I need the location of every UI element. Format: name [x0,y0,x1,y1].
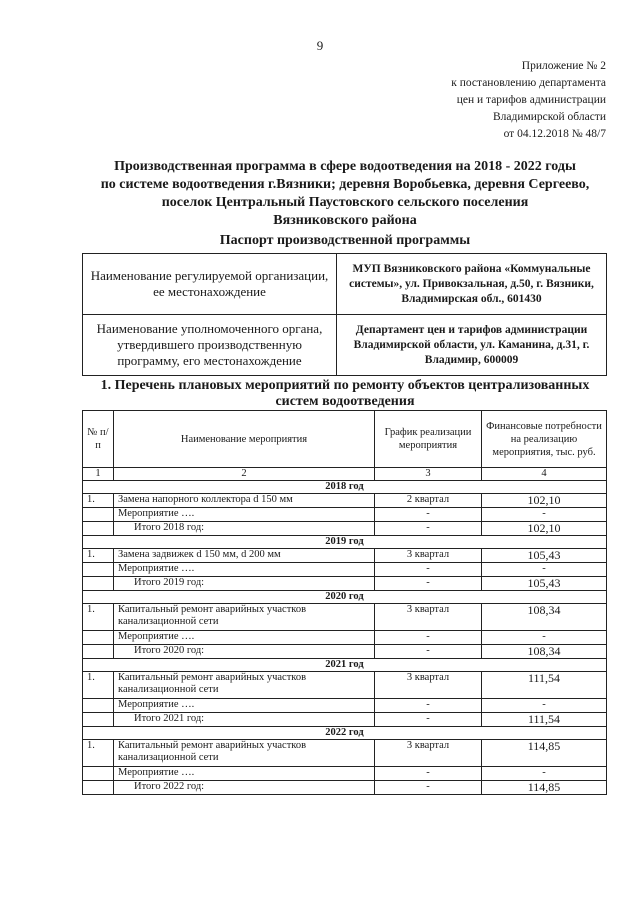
year-label: 2021 год [83,659,607,672]
measure-name: Капитальный ремонт аварийных участков канализационной сети [114,672,375,699]
total-label: Итого 2018 год: [114,522,375,536]
table-row [83,549,607,563]
year-row [83,727,607,740]
row-number: 1. [83,494,114,508]
total-label: Итого 2020 год: [114,645,375,659]
header-finance: Финансовые потребности на реализацию мероприятия, тыс. руб. [482,411,607,468]
appendix-line: Владимирской области [492,111,606,123]
row-number [83,563,114,577]
measure-name: Капитальный ремонт аварийных участков канализационной сети [114,604,375,631]
measure-name: Мероприятие …. [114,508,375,522]
appendix-line: к постановлению департамента [451,77,606,89]
total-amount: 114,85 [482,781,607,795]
measure-name: Мероприятие …. [114,699,375,713]
total-amount: 108,34 [482,645,607,659]
measure-name: Замена напорного коллектора d 150 мм [114,494,375,508]
measure-amount: 114,85 [482,740,607,767]
row-number [83,781,114,795]
table-row [83,604,607,631]
table-row [83,699,607,713]
year-row [83,591,607,604]
row-number [83,577,114,591]
measure-amount: 108,34 [482,604,607,631]
measure-schedule: 3 квартал [375,740,482,767]
table-row [83,767,607,781]
column-index-row [83,468,607,481]
passport-row [83,315,607,376]
row-number: 1. [83,740,114,767]
total-schedule: - [375,522,482,536]
table-header-row [83,411,607,468]
year-row [83,481,607,494]
title-line: поселок Центральный Паустовского сельского поселения [161,195,529,210]
measure-name: Мероприятие …. [114,563,375,577]
year-row [83,536,607,549]
title-line: по системе водоотведения г.Вязники; деревня Воробьевка, деревня Сергеево, [100,177,590,192]
page-number: 9 [316,38,324,53]
measure-schedule: 3 квартал [375,672,482,699]
row-number [83,522,114,536]
row-number [83,631,114,645]
total-row [83,522,607,536]
measure-schedule: - [375,631,482,645]
passport-value: МУП Вязниковского района «Коммунальные системы», ул. Привокзальная, д.50, г. Вязники, Владимирская обл., 601430 [337,254,607,315]
passport-row [83,254,607,315]
section-title-line: 1. Перечень плановых мероприятий по ремонту объектов централизованных [100,378,590,393]
measure-amount: 105,43 [482,549,607,563]
total-row [83,645,607,659]
works-table-body [83,411,607,795]
appendix-line: цен и тарифов администрации [456,94,606,106]
passport-label: Наименование регулируемой организации, ее местонахождение [83,254,337,315]
appendix-line: от 04.12.2018 № 48/7 [503,128,606,140]
year-label: 2018 год [83,481,607,494]
column-index: 4 [482,468,607,481]
row-number [83,767,114,781]
row-number: 1. [83,549,114,563]
measure-amount: 102,10 [482,494,607,508]
works-table [82,410,607,795]
row-number [83,508,114,522]
table-row [83,631,607,645]
total-row [83,781,607,795]
table-row [83,563,607,577]
measure-schedule: 3 квартал [375,549,482,563]
total-amount: 105,43 [482,577,607,591]
total-schedule: - [375,713,482,727]
total-label: Итого 2021 год: [114,713,375,727]
measure-schedule: - [375,508,482,522]
measure-name: Капитальный ремонт аварийных участков канализационной сети [114,740,375,767]
passport-value: Департамент цен и тарифов администрации Владимирской области, ул. Каманина, д.31, г. Владимир, 600009 [337,315,607,376]
title-line: Вязниковского района [273,213,417,228]
row-number [83,713,114,727]
header-num: № п/п [83,411,114,468]
total-row [83,713,607,727]
column-index: 1 [83,468,114,481]
measure-schedule: 2 квартал [375,494,482,508]
section-title [80,378,610,410]
column-index: 3 [375,468,482,481]
header-schedule: График реализации мероприятия [375,411,482,468]
row-number: 1. [83,672,114,699]
total-schedule: - [375,645,482,659]
measure-name: Мероприятие …. [114,631,375,645]
measure-amount: 111,54 [482,672,607,699]
measure-schedule: - [375,563,482,577]
total-row [83,577,607,591]
header-name: Наименование мероприятия [114,411,375,468]
row-number: 1. [83,604,114,631]
passport-table [82,253,607,376]
appendix-block [451,58,606,143]
section-title-line: систем водоотведения [275,394,415,409]
total-schedule: - [375,781,482,795]
measure-amount: - [482,699,607,713]
row-number [83,645,114,659]
measure-amount: - [482,631,607,645]
column-index: 2 [114,468,375,481]
passport-label: Наименование уполномоченного органа, утвердившего производственную программу, его местонахождение [83,315,337,376]
measure-schedule: - [375,767,482,781]
table-row [83,672,607,699]
total-label: Итого 2022 год: [114,781,375,795]
measure-schedule: 3 квартал [375,604,482,631]
measure-amount: - [482,508,607,522]
measure-name: Замена задвижек d 150 мм, d 200 мм [114,549,375,563]
appendix-line: Приложение № 2 [521,60,606,72]
measure-schedule: - [375,699,482,713]
year-label: 2020 год [83,591,607,604]
total-amount: 102,10 [482,522,607,536]
document-title [80,158,610,230]
total-amount: 111,54 [482,713,607,727]
table-row [83,508,607,522]
measure-amount: - [482,563,607,577]
year-label: 2022 год [83,727,607,740]
total-label: Итого 2019 год: [114,577,375,591]
measure-name: Мероприятие …. [114,767,375,781]
title-line: Производственная программа в сфере водоотведения на 2018 - 2022 годы [114,159,576,174]
table-row [83,740,607,767]
passport-title: Паспорт производственной программы [219,233,471,248]
total-schedule: - [375,577,482,591]
measure-amount: - [482,767,607,781]
year-row [83,659,607,672]
row-number [83,699,114,713]
table-row [83,494,607,508]
year-label: 2019 год [83,536,607,549]
